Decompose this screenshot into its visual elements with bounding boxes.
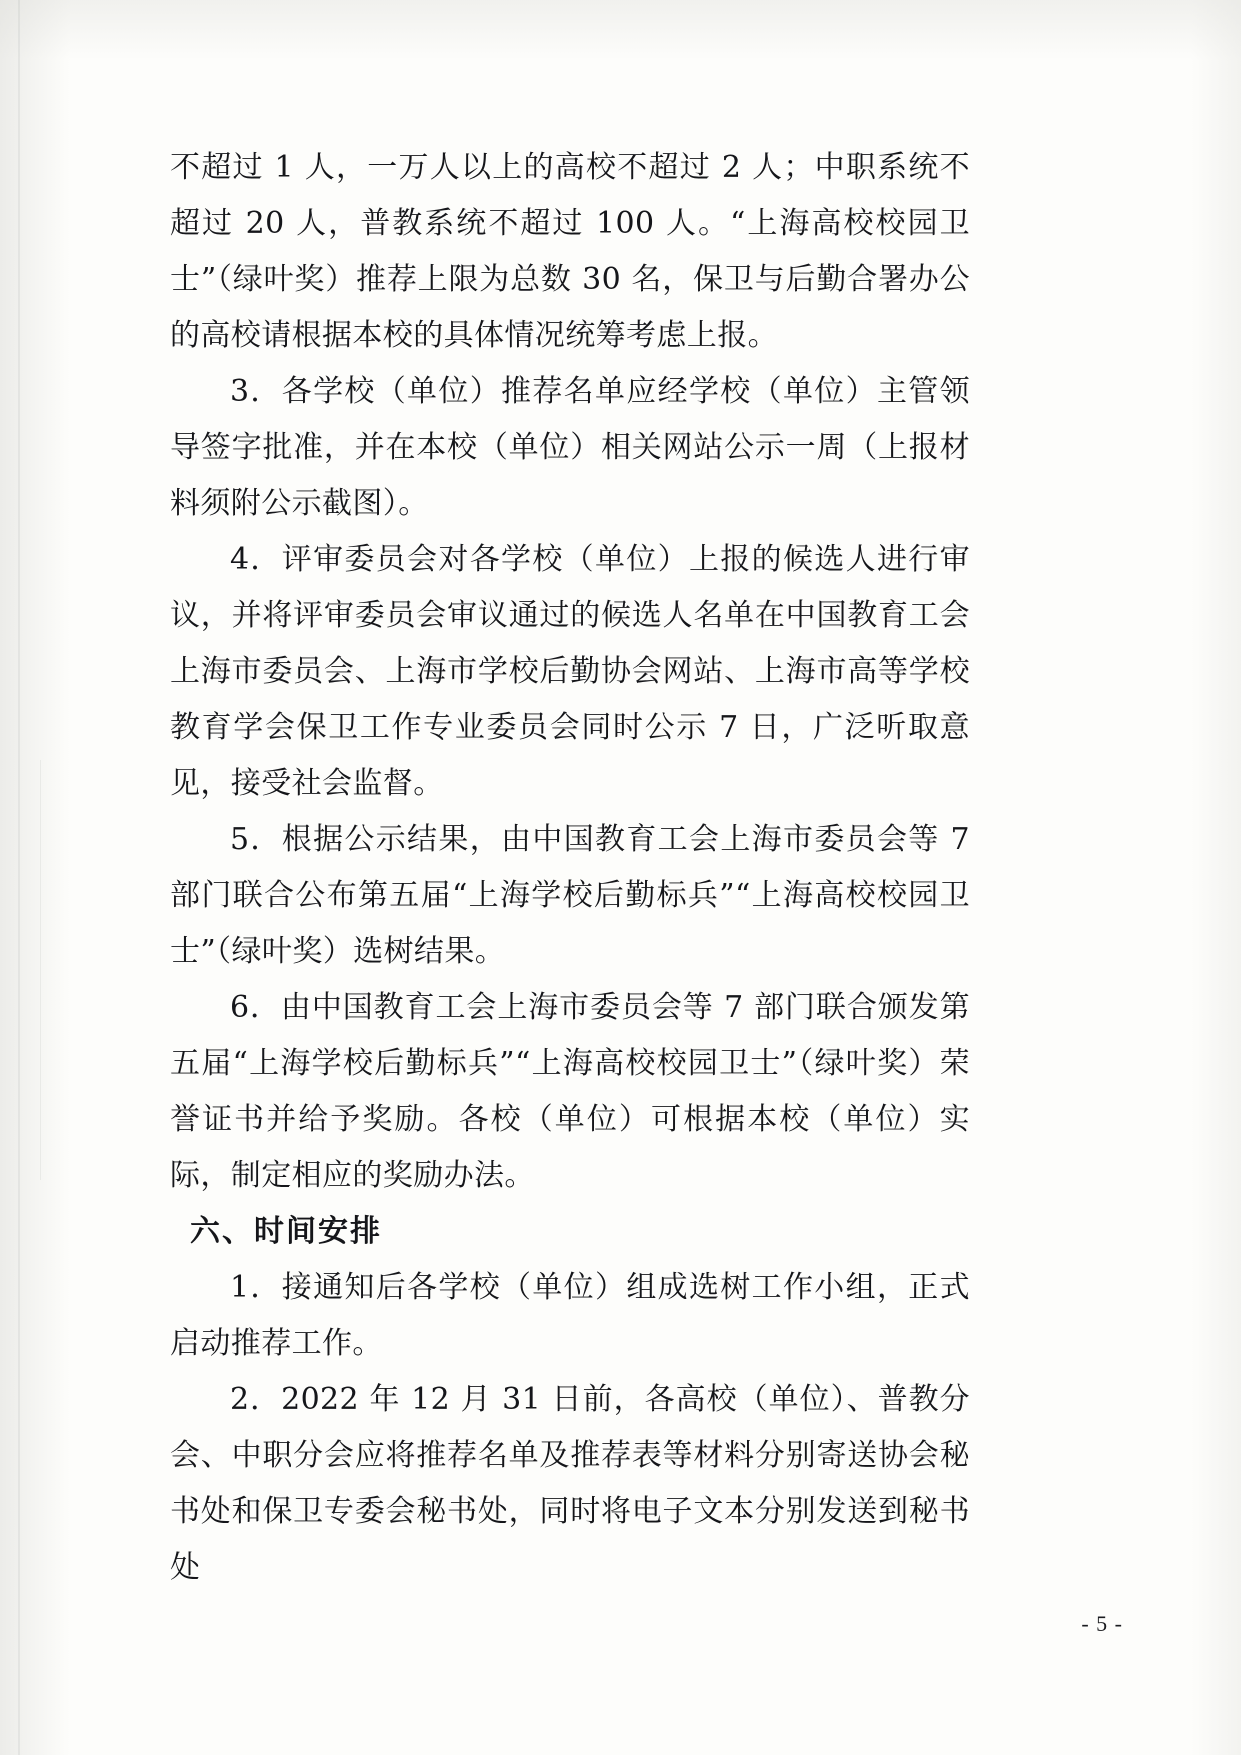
paragraph-schedule-1: 1．接通知后各学校（单位）组成选树工作小组，正式启动推荐工作。 xyxy=(170,1270,970,1361)
paragraph-item-5: 5．根据公示结果，由中国教育工会上海市委员会等 7 部门联合公布第五届“上海学校后勤标兵”“上海高校校园卫士”（绿叶奖）选树结果。 xyxy=(170,822,970,969)
section-heading-schedule: 六、时间安排 xyxy=(190,1214,382,1249)
paragraph-continued: 不超过 1 人，一万人以上的高校不超过 2 人；中职系统不超过 20 人，普教系统不超过 100 人。“上海高校校园卫士”（绿叶奖）推荐上限为总数 30 名，保卫与后勤合署办公的高校请根据本校的具体情况统筹考虑上报。 xyxy=(170,150,970,353)
paragraph-item-6: 6．由中国教育工会上海市委员会等 7 部门联合颁发第五届“上海学校后勤标兵”“上海高校校园卫士”（绿叶奖）荣誉证书并给予奖励。各校（单位）可根据本校（单位）实际，制定相应的奖励办法。 xyxy=(170,990,970,1193)
scan-artifact-line-left xyxy=(18,0,20,1755)
document-text-body xyxy=(170,140,970,1596)
page-number: - 5 - xyxy=(1081,1611,1123,1636)
scan-artifact-line-left-2 xyxy=(40,760,41,1180)
paragraph-item-4: 4．评审委员会对各学校（单位）上报的候选人进行审议，并将评审委员会审议通过的候选人名单在中国教育工会上海市委员会、上海市学校后勤协会网站、上海市高等学校教育学会保卫工作专业委员会同时公示 7 日，广泛听取意见，接受社会监督。 xyxy=(170,542,970,801)
paragraph-item-3: 3．各学校（单位）推荐名单应经学校（单位）主管领导签字批准，并在本校（单位）相关网站公示一周（上报材料须附公示截图）。 xyxy=(170,374,970,521)
paragraph-schedule-2: 2．2022 年 12 月 31 日前，各高校（单位）、普教分会、中职分会应将推荐名单及推荐表等材料分别寄送协会秘书处和保卫专委会秘书处，同时将电子文本分别发送到秘书处 xyxy=(170,1382,970,1585)
